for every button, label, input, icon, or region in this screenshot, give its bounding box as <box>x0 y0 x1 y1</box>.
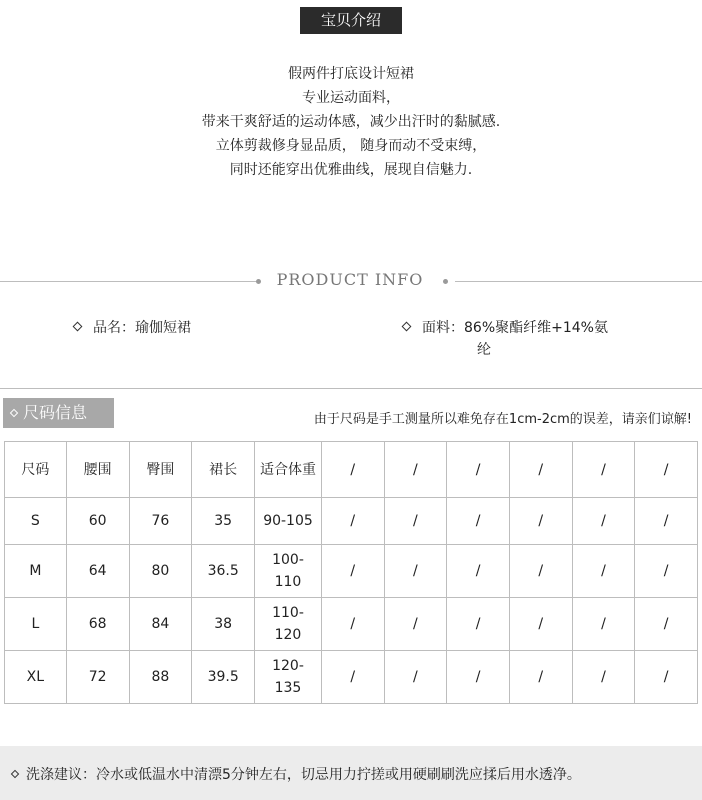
table-cell: / <box>509 598 572 651</box>
intro-description <box>0 62 702 182</box>
header-cell: / <box>635 442 698 498</box>
table-row <box>5 598 698 651</box>
table-cell: / <box>635 498 698 545</box>
table-cell: 68 <box>66 598 129 651</box>
table-cell: 39.5 <box>192 651 255 704</box>
header-cell: 裙长 <box>192 442 255 498</box>
size-info-tag <box>3 398 114 428</box>
header-cell: / <box>384 442 447 498</box>
product-material <box>403 317 643 361</box>
intro-title: 宝贝介绍 <box>300 7 402 34</box>
table-cell: / <box>321 545 384 598</box>
intro-line: 假两件打底设计短裙 <box>288 66 414 82</box>
divider-right <box>455 281 702 282</box>
product-name-value: 瑜伽短裙 <box>135 320 191 336</box>
wash-advice <box>12 764 581 784</box>
table-cell: / <box>635 545 698 598</box>
header-cell: 腰围 <box>66 442 129 498</box>
table-cell: 80 <box>129 545 192 598</box>
header-cell: / <box>572 442 635 498</box>
table-cell: / <box>635 598 698 651</box>
table-cell: L <box>5 598 67 651</box>
table-cell: / <box>321 598 384 651</box>
table-cell: / <box>509 545 572 598</box>
table-cell: 88 <box>129 651 192 704</box>
intro-line: 立体剪裁修身显品质， 随身而动不受束缚， <box>215 138 487 154</box>
table-cell: 72 <box>66 651 129 704</box>
product-name <box>74 317 191 339</box>
diamond-icon <box>402 322 412 332</box>
table-cell: 38 <box>192 598 255 651</box>
table-cell: 76 <box>129 498 192 545</box>
table-cell: M <box>5 545 67 598</box>
table-cell: S <box>5 498 67 545</box>
table-row <box>5 498 698 545</box>
divider-dot-right <box>443 279 448 284</box>
size-info-tag-label: 尺码信息 <box>23 403 88 422</box>
wash-text: 冷水或低温水中清漂5分钟左右，切忌用力拧搓或用硬刷刷洗应揉后用水透净。 <box>96 767 581 783</box>
diamond-icon <box>10 409 18 417</box>
divider-left <box>0 281 258 282</box>
header-cell: / <box>447 442 510 498</box>
table-cell: / <box>635 651 698 704</box>
product-info-heading: PRODUCT INFO <box>276 270 424 289</box>
table-cell: / <box>384 545 447 598</box>
table-cell: 35 <box>192 498 255 545</box>
intro-line: 专业运动面料， <box>302 90 400 106</box>
table-cell: 100-110 <box>255 545 322 598</box>
table-cell: / <box>509 498 572 545</box>
table-cell: / <box>572 651 635 704</box>
product-name-label: 品名： <box>93 320 135 336</box>
table-cell: 120-135 <box>255 651 322 704</box>
material-value-cont: 纶 <box>477 342 491 358</box>
table-cell: / <box>509 651 572 704</box>
header-cell: 适合体重 <box>255 442 322 498</box>
table-cell: 84 <box>129 598 192 651</box>
header-cell: 臀围 <box>129 442 192 498</box>
intro-line: 带来干爽舒适的运动体感，减少出汗时的黏腻感. <box>201 114 501 130</box>
material-value: 86%聚酯纤维+14%氨 <box>464 320 608 336</box>
table-cell: 64 <box>66 545 129 598</box>
intro-line: 同时还能穿出优雅曲线，展现自信魅力. <box>229 162 473 178</box>
table-cell: 60 <box>66 498 129 545</box>
table-cell: / <box>447 598 510 651</box>
section-divider <box>0 388 702 389</box>
material-label: 面料： <box>422 320 464 336</box>
table-cell: / <box>447 545 510 598</box>
table-row <box>5 651 698 704</box>
table-cell: / <box>384 598 447 651</box>
table-cell: 110-120 <box>255 598 322 651</box>
table-cell: 90-105 <box>255 498 322 545</box>
table-cell: / <box>384 498 447 545</box>
diamond-icon <box>73 322 83 332</box>
table-cell: / <box>572 598 635 651</box>
wash-advice-bar <box>0 746 702 800</box>
table-cell: / <box>384 651 447 704</box>
wash-label: 洗涤建议： <box>26 767 96 783</box>
table-cell: / <box>321 651 384 704</box>
diamond-icon <box>11 770 19 778</box>
size-table <box>4 441 698 704</box>
table-cell: XL <box>5 651 67 704</box>
header-cell: / <box>509 442 572 498</box>
table-cell: 36.5 <box>192 545 255 598</box>
table-header-row <box>5 442 698 498</box>
header-cell: 尺码 <box>5 442 67 498</box>
table-cell: / <box>321 498 384 545</box>
table-row <box>5 545 698 598</box>
divider-dot-left <box>256 279 261 284</box>
table-cell: / <box>572 498 635 545</box>
size-note: 由于尺码是手工测量所以难免存在1cm-2cm的误差，请亲们谅解! <box>313 412 692 427</box>
table-cell: / <box>572 545 635 598</box>
table-cell: / <box>447 651 510 704</box>
table-cell: / <box>447 498 510 545</box>
header-cell: / <box>321 442 384 498</box>
